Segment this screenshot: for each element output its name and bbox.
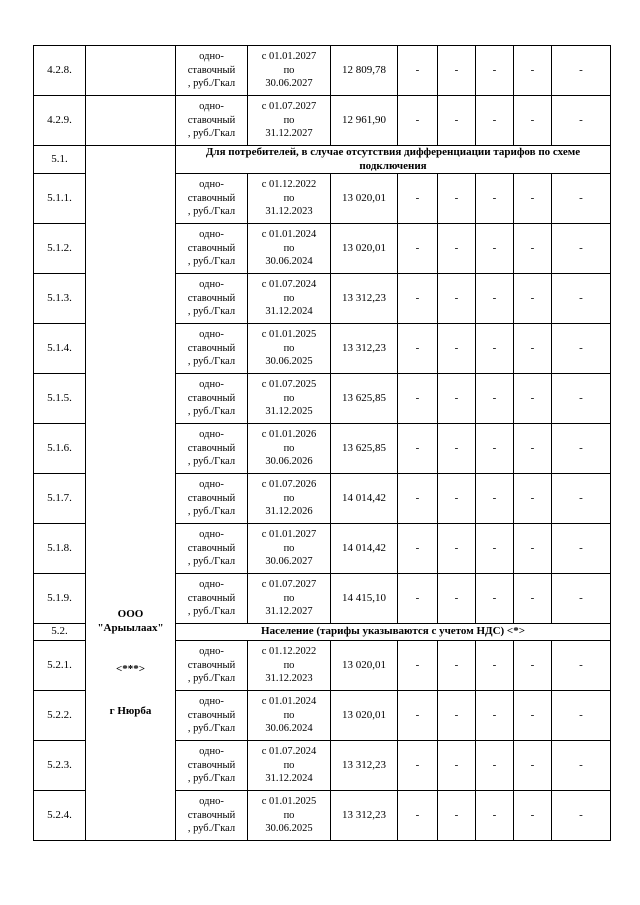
period-cell: с 01.12.2022 по 31.12.2023 [248,641,331,691]
row-number: 5.2.2. [34,691,86,741]
dash-cell: - [398,524,438,574]
dash-cell: - [438,691,476,741]
org-type: ООО [117,608,144,620]
dash-cell: - [398,641,438,691]
dash-cell: - [398,96,438,146]
price-cell: 12 961,90 [331,96,398,146]
price-cell: 13 312,23 [331,791,398,841]
price-cell: 14 014,42 [331,474,398,524]
dash-cell: - [552,691,611,741]
row-number: 4.2.8. [34,46,86,96]
unit-cell: одно- ставочный , руб./Гкал [176,524,248,574]
dash-cell: - [552,574,611,624]
table-row [34,96,611,146]
dash-cell: - [514,691,552,741]
dash-cell: - [514,374,552,424]
dash-cell: - [438,46,476,96]
dash-cell: - [552,96,611,146]
dash-cell: - [398,791,438,841]
dash-cell: - [514,324,552,374]
period-cell: с 01.01.2027 по 30.06.2027 [248,46,331,96]
price-cell: 12 809,78 [331,46,398,96]
section-title: Население (тарифы указываются с учетом НДС) <*> [176,624,611,641]
dash-cell: - [552,324,611,374]
dash-cell: - [514,274,552,324]
table-row [34,46,611,96]
dash-cell: - [476,474,514,524]
price-cell: 14 014,42 [331,524,398,574]
dash-cell: - [438,274,476,324]
dash-cell: - [514,174,552,224]
org-cell-empty [86,96,176,146]
dash-cell: - [514,474,552,524]
dash-cell: - [552,641,611,691]
dash-cell: - [398,174,438,224]
dash-cell: - [514,641,552,691]
unit-cell: одно- ставочный , руб./Гкал [176,574,248,624]
dash-cell: - [476,524,514,574]
dash-cell: - [514,424,552,474]
period-cell: с 01.07.2024 по 31.12.2024 [248,741,331,791]
dash-cell: - [398,424,438,474]
dash-cell: - [476,374,514,424]
dash-cell: - [438,374,476,424]
organization-cell [86,146,176,841]
unit-cell: одно- ставочный , руб./Гкал [176,791,248,841]
price-cell: 13 020,01 [331,691,398,741]
price-cell: 13 312,23 [331,741,398,791]
period-cell: с 01.01.2026 по 30.06.2026 [248,424,331,474]
period-cell: с 01.01.2025 по 30.06.2025 [248,324,331,374]
section-title: Для потребителей, в случае отсутствия дифференциации тарифов по схеме подключения [176,146,611,174]
dash-cell: - [552,274,611,324]
period-cell: с 01.07.2027 по 31.12.2027 [248,96,331,146]
period-cell: с 01.12.2022 по 31.12.2023 [248,174,331,224]
row-number: 5.1.7. [34,474,86,524]
dash-cell: - [476,274,514,324]
dash-cell: - [514,96,552,146]
org-cell-empty [86,46,176,96]
period-cell: с 01.01.2024 по 30.06.2024 [248,224,331,274]
dash-cell: - [552,174,611,224]
row-number: 5.1.8. [34,524,86,574]
row-number: 5.1.4. [34,324,86,374]
dash-cell: - [438,574,476,624]
price-cell: 14 415,10 [331,574,398,624]
unit-cell: одно- ставочный , руб./Гкал [176,374,248,424]
dash-cell: - [476,741,514,791]
dash-cell: - [552,791,611,841]
dash-cell: - [398,474,438,524]
unit-cell: одно- ставочный , руб./Гкал [176,741,248,791]
dash-cell: - [438,641,476,691]
dash-cell: - [398,574,438,624]
unit-cell: одно- ставочный , руб./Гкал [176,424,248,474]
price-cell: 13 312,23 [331,274,398,324]
dash-cell: - [514,791,552,841]
org-note: <***> [115,663,146,675]
price-cell: 13 020,01 [331,224,398,274]
dash-cell: - [438,174,476,224]
dash-cell: - [476,574,514,624]
dash-cell: - [514,46,552,96]
dash-cell: - [476,96,514,146]
row-number: 5.1.3. [34,274,86,324]
dash-cell: - [476,174,514,224]
unit-cell: одно- ставочный , руб./Гкал [176,274,248,324]
unit-cell: одно- ставочный , руб./Гкал [176,324,248,374]
unit-cell: одно- ставочный , руб./Гкал [176,474,248,524]
dash-cell: - [438,224,476,274]
dash-cell: - [552,224,611,274]
dash-cell: - [476,224,514,274]
row-number: 5.2.3. [34,741,86,791]
dash-cell: - [514,741,552,791]
dash-cell: - [476,641,514,691]
unit-cell: одно- ставочный , руб./Гкал [176,46,248,96]
period-cell: с 01.01.2024 по 30.06.2024 [248,691,331,741]
dash-cell: - [438,791,476,841]
price-cell: 13 625,85 [331,374,398,424]
dash-cell: - [398,374,438,424]
price-cell: 13 312,23 [331,324,398,374]
row-number: 4.2.9. [34,96,86,146]
price-cell: 13 020,01 [331,174,398,224]
unit-cell: одно- ставочный , руб./Гкал [176,224,248,274]
dash-cell: - [552,741,611,791]
dash-cell: - [476,791,514,841]
dash-cell: - [476,324,514,374]
unit-cell: одно- ставочный , руб./Гкал [176,691,248,741]
section-row [34,146,611,174]
row-number: 5.2. [34,624,86,641]
period-cell: с 01.07.2026 по 31.12.2026 [248,474,331,524]
org-name: "Арыылаах" [97,621,164,634]
dash-cell: - [398,224,438,274]
dash-cell: - [438,524,476,574]
row-number: 5.1. [34,146,86,174]
row-number: 5.1.6. [34,424,86,474]
tariff-table [33,45,611,841]
dash-cell: - [552,524,611,574]
dash-cell: - [514,224,552,274]
period-cell: с 01.07.2024 по 31.12.2024 [248,274,331,324]
dash-cell: - [476,691,514,741]
period-cell: с 01.07.2027 по 31.12.2027 [248,574,331,624]
dash-cell: - [398,691,438,741]
unit-cell: одно- ставочный , руб./Гкал [176,96,248,146]
dash-cell: - [438,474,476,524]
dash-cell: - [514,574,552,624]
org-city: г Нюрба [109,704,152,717]
dash-cell: - [552,374,611,424]
dash-cell: - [476,424,514,474]
period-cell: с 01.07.2025 по 31.12.2025 [248,374,331,424]
dash-cell: - [438,324,476,374]
dash-cell: - [552,46,611,96]
unit-cell: одно- ставочный , руб./Гкал [176,174,248,224]
dash-cell: - [398,274,438,324]
dash-cell: - [438,96,476,146]
dash-cell: - [476,46,514,96]
dash-cell: - [398,46,438,96]
row-number: 5.1.5. [34,374,86,424]
row-number: 5.2.4. [34,791,86,841]
price-cell: 13 020,01 [331,641,398,691]
price-cell: 13 625,85 [331,424,398,474]
dash-cell: - [398,324,438,374]
dash-cell: - [552,474,611,524]
row-number: 5.2.1. [34,641,86,691]
row-number: 5.1.9. [34,574,86,624]
dash-cell: - [514,524,552,574]
dash-cell: - [398,741,438,791]
period-cell: с 01.01.2027 по 30.06.2027 [248,524,331,574]
dash-cell: - [438,424,476,474]
period-cell: с 01.01.2025 по 30.06.2025 [248,791,331,841]
unit-cell: одно- ставочный , руб./Гкал [176,641,248,691]
row-number: 5.1.1. [34,174,86,224]
dash-cell: - [552,424,611,474]
dash-cell: - [438,741,476,791]
row-number: 5.1.2. [34,224,86,274]
